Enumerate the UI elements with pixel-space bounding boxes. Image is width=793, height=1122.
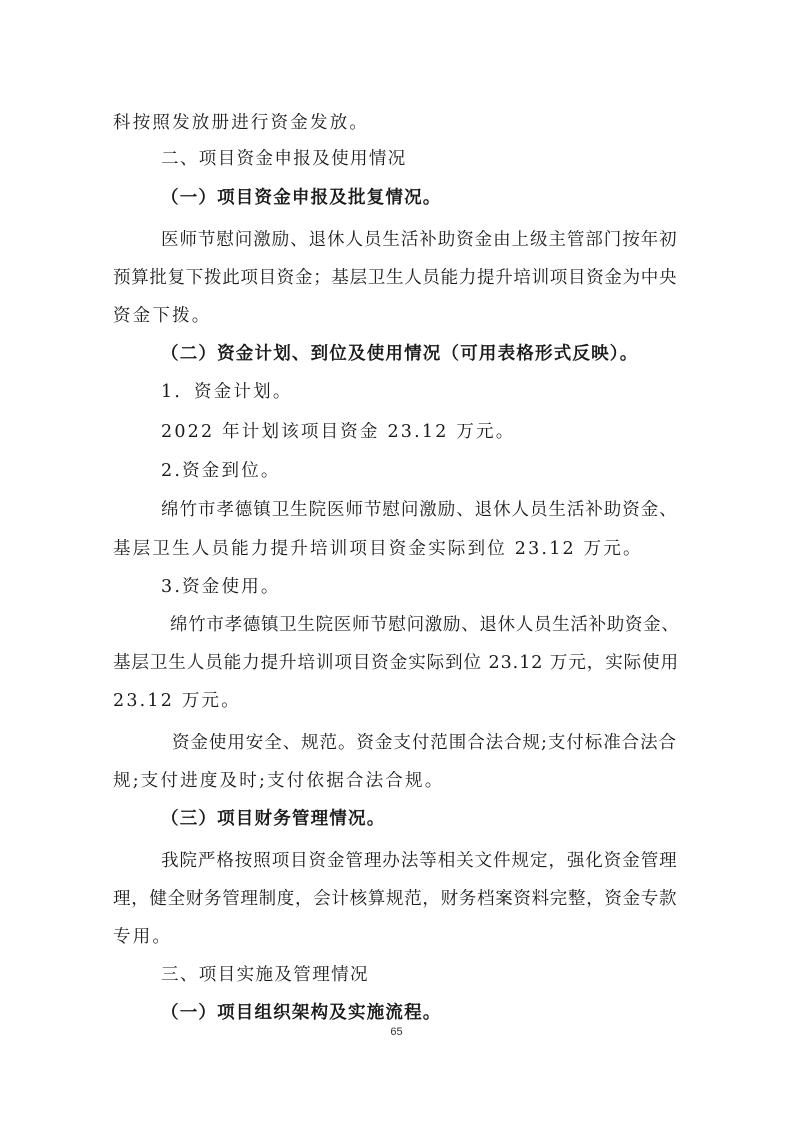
paragraph-line: 专用。: [113, 927, 173, 947]
subsection-heading: （三）项目财务管理情况。: [161, 809, 386, 829]
paragraph-line: 规;支付进度及时;支付依据合法合规。: [113, 771, 445, 791]
paragraph-line: 绵竹市孝德镇卫生院医师节慰问激励、退休人员生活补助资金、: [170, 615, 680, 635]
paragraph-line: 理，健全财务管理制度，会计核算规范，财务档案资料完整，资金专款: [113, 889, 678, 909]
paragraph-line: 2022 年计划该项目资金 23.12 万元。: [161, 422, 516, 442]
list-heading: 3.资金使用。: [161, 577, 281, 597]
paragraph-line: 资金下拨。: [113, 306, 212, 326]
paragraph-line: 资金使用安全、规范。资金支付范围合法合规;支付标准合法合: [172, 733, 677, 753]
paragraph-line: 绵竹市孝德镇卫生院医师节慰问激励、退休人员生活补助资金、: [161, 500, 678, 520]
subsection-heading: （一）项目组织架构及实施流程。: [161, 1003, 442, 1023]
list-heading: 1．资金计划。: [161, 382, 293, 402]
paragraph-line: 科按照发放册进行资金发放。: [113, 113, 370, 133]
paragraph-line: 预算批复下拨此项目资金；基层卫生人员能力提升培训项目资金为中央: [113, 268, 678, 288]
paragraph-line: 我院严格按照项目资金管理办法等相关文件规定，强化资金管理: [161, 851, 678, 871]
paragraph-line: 基层卫生人员能力提升培训项目资金实际到位 23.12 万元。: [113, 539, 643, 559]
paragraph-line: 医师节慰问激励、退休人员生活补助资金由上级主管部门按年初: [161, 230, 678, 250]
list-heading: 2.资金到位。: [161, 461, 281, 481]
section-heading: 二、项目资金申报及使用情况: [161, 149, 407, 169]
paragraph-line: 23.12 万元。: [113, 691, 241, 711]
section-heading: 三、项目实施及管理情况: [161, 965, 369, 985]
paragraph-line: 基层卫生人员能力提升培训项目资金实际到位 23.12 万元，实际使用: [113, 653, 680, 673]
subsection-heading: （二）资金计划、到位及使用情况（可用表格形式反映）。: [161, 344, 639, 364]
page-number: 65: [390, 1026, 403, 1038]
subsection-heading: （一）项目资金申报及批复情况。: [161, 188, 442, 208]
